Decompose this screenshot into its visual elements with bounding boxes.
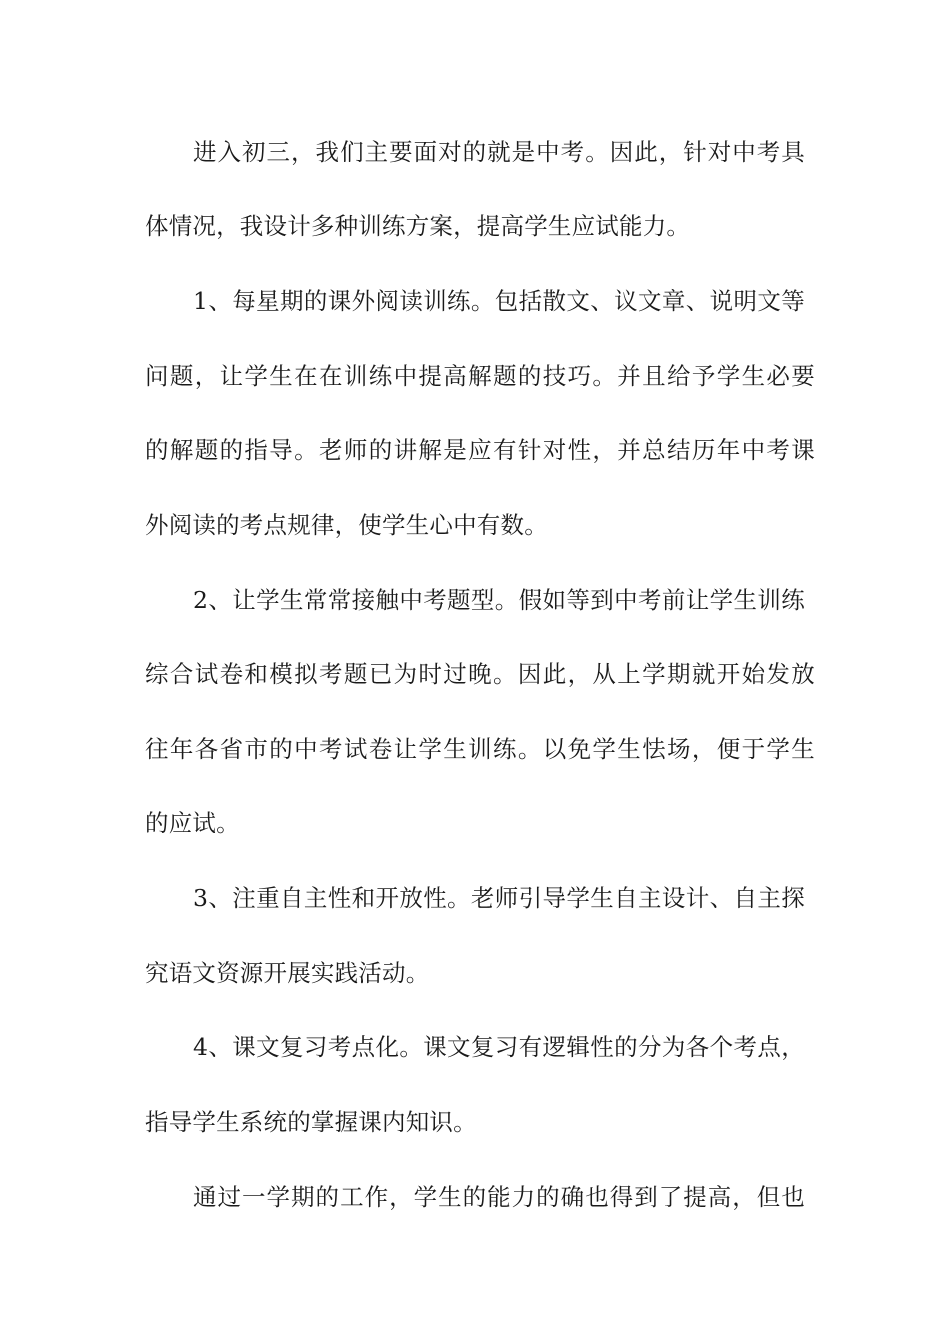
paragraph-line: 1、每星期的课外阅读训练。包括散文、议文章、说明文等 [193, 287, 805, 315]
paragraph-line: 通过一学期的工作，学生的能力的确也得到了提高，但也 [193, 1183, 805, 1211]
paragraph-line: 4、课文复习考点化。课文复习有逻辑性的分为各个考点， [193, 1033, 805, 1061]
paragraph-line: 的解题的指导。老师的讲解是应有针对性，并总结历年中考课 [145, 436, 815, 464]
paragraph-line: 的应试。 [145, 809, 240, 837]
paragraph-line: 综合试卷和模拟考题已为时过晚。因此，从上学期就开始发放 [145, 660, 815, 688]
paragraph-line: 指导学生系统的掌握课内知识。 [145, 1108, 477, 1136]
paragraph-line: 外阅读的考点规律，使学生心中有数。 [145, 511, 548, 539]
paragraph-line: 2、让学生常常接触中考题型。假如等到中考前让学生训练 [193, 586, 805, 614]
paragraph-line: 体情况，我设计多种训练方案，提高学生应试能力。 [145, 212, 691, 240]
paragraph-line: 3、注重自主性和开放性。老师引导学生自主设计、自主探 [193, 884, 805, 912]
paragraph-line: 进入初三，我们主要面对的就是中考。因此，针对中考具 [193, 138, 805, 166]
paragraph-line: 问题，让学生在在训练中提高解题的技巧。并且给予学生必要 [145, 362, 815, 390]
paragraph-line: 往年各省市的中考试卷让学生训练。以免学生怯场，便于学生 [145, 735, 815, 763]
paragraph-line: 究语文资源开展实践活动。 [145, 959, 430, 987]
